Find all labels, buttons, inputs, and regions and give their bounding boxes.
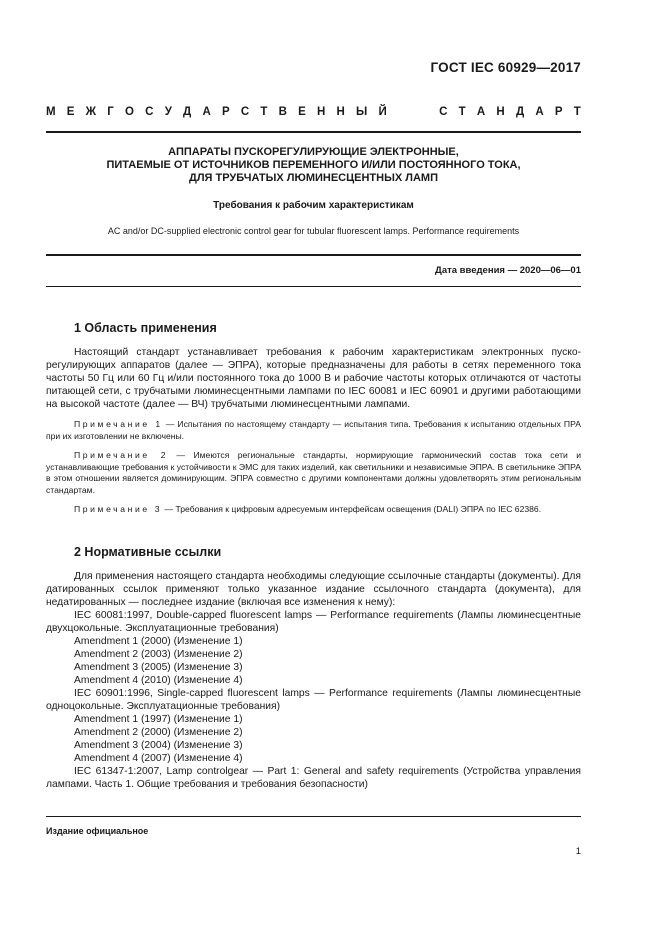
banner-letter: Н: [496, 106, 505, 118]
page-number: 1: [575, 846, 581, 857]
introduction-date: Дата введения — 2020—06—01: [435, 265, 581, 276]
amendment-item: Amendment 3 (2004) (Изменение 3): [74, 740, 243, 751]
title-divider: [46, 254, 581, 256]
amendment-item: Amendment 2 (2003) (Изменение 2): [74, 649, 243, 660]
title-line: АППАРАТЫ ПУСКОРЕГУЛИРУЮЩИЕ ЭЛЕКТРОННЫЕ,: [168, 146, 459, 158]
note-label: Примечание 1: [74, 419, 163, 429]
banner-letter: Т: [458, 106, 466, 118]
section-2-body: [46, 570, 581, 791]
section-1-body: [46, 346, 581, 516]
amendment-item: Amendment 1 (2000) (Изменение 1): [74, 636, 243, 647]
reference-iec-60901: IEC 60901:1996, Single-capped fluorescent lamps — Performance requirements (Лампы люминесцентные одноцокольные. Эксплуатационные требования): [46, 688, 581, 712]
section-2-heading: 2 Нормативные ссылки: [74, 545, 222, 559]
banner-letter: Д: [183, 106, 192, 118]
section-1-heading: 1 Область применения: [74, 321, 217, 335]
amendment-item: Amendment 4 (2010) (Изменение 4): [74, 675, 243, 686]
note-1: [46, 419, 581, 442]
banner-letter: Е: [298, 106, 306, 118]
amendment-item: Amendment 1 (1997) (Изменение 1): [74, 714, 243, 725]
note-text: — Имеются региональные стандарты, нормирующие гармонический состав тока сети и устанавливающие требования к устойчивости к ЭМС для таких изделий, как светильники и независимые ЭПРА. В светильнике ЭПРА в этом отношении является доминирующим. ЭПРА совместно с другими компонентами должны удовлетворять этим региональным стандартам.: [46, 450, 581, 495]
banner-letter: Д: [515, 106, 525, 118]
banner-letter: Ж: [85, 106, 97, 118]
document-title: [46, 146, 581, 185]
amendment-item: Amendment 2 (2000) (Изменение 2): [74, 727, 243, 738]
banner-letter: С: [439, 106, 448, 118]
document-subtitle: Требования к рабочим характеристикам: [213, 200, 414, 211]
banner-letter: А: [202, 106, 211, 118]
banner-letter: Ы: [356, 106, 368, 118]
reference-iec-61347-1: IEC 61347-1:2007, Lamp controlgear — Part 1: General and safety requirements (Устройства управления лампами. Часть 1. Общие требования и требования безопасности): [46, 766, 581, 790]
banner-letter: Р: [554, 106, 563, 118]
banner-letter: Р: [221, 106, 230, 118]
banner-letter: О: [125, 106, 134, 118]
banner-letter: Й: [378, 106, 387, 118]
english-title: AC and/or DC-supplied electronic control gear for tubular fluorescent lamps. Performance requirements: [107, 226, 520, 236]
interstate-standard-banner: [46, 106, 581, 118]
amendment-item: Amendment 3 (2005) (Изменение 3): [74, 662, 243, 673]
banner-letter: Е: [66, 106, 75, 118]
reference-iec-60081: IEC 60081:1997, Double-capped fluorescent lamps — Performance requirements (Лампы люминесцентные двухцокольные. Эксплуатационные требования): [46, 610, 581, 634]
banner-word-gap: [398, 106, 428, 118]
banner-letter: Т: [573, 106, 581, 118]
note-label: Примечание 2: [74, 450, 169, 460]
date-divider: [46, 286, 581, 287]
title-line: ПИТАЕМЫЕ ОТ ИСТОЧНИКОВ ПЕРЕМЕННОГО И/ИЛИ ПОСТОЯННОГО ТОКА,: [106, 159, 521, 171]
document-code: ГОСТ IEC 60929—2017: [430, 60, 581, 75]
scope-paragraph: Настоящий стандарт устанавливает требования к рабочим характеристикам электронных пускорегулирующих аппаратов (далее — ЭПРА), которые предназначены для работы в сетях переменного тока частоты 50 Гц или 60 Гц и/или постоянного тока до 1000 В и рабочие частоты которых отличаются от частоты питающей сети, с трубчатыми люминесцентными лампами по IEC 60081 и IEC 60901 и другими работающими на высокой частоте (далее — ВЧ) трубчатыми люминесцентными лампами.: [46, 347, 581, 410]
footer-divider: [46, 816, 581, 817]
note-text: — Требования к цифровым адресуемым интерфейсам освещения (DALI) ЭПРА по IEC 62386.: [162, 504, 542, 514]
title-line: ДЛЯ ТРУБЧАТЫХ ЛЮМИНЕСЦЕНТНЫХ ЛАМП: [189, 172, 438, 184]
banner-letter: С: [240, 106, 250, 118]
official-edition-label: Издание официальное: [46, 826, 149, 836]
note-3: [46, 504, 581, 516]
banner-letter: А: [476, 106, 486, 118]
banner-letter: Т: [260, 106, 268, 118]
note-label: Примечание 3: [74, 504, 163, 514]
header-divider: [46, 131, 581, 133]
banner-letter: С: [145, 106, 154, 118]
banner-letter: А: [535, 106, 544, 118]
note-text: — Испытания по настоящему стандарту — испытания типа. Требования к испытанию отдельных ПРА при их изготовлении не включены.: [46, 419, 581, 441]
banner-letter: В: [278, 106, 287, 118]
banner-letter: Н: [336, 106, 345, 118]
banner-letter: Г: [107, 106, 114, 118]
banner-letter: М: [46, 106, 56, 118]
references-intro: Для применения настоящего стандарта необходимы следующие ссылочные стандарты (документы). Для датированных ссылок применяют только указанное издание ссылочного стандарта (документа), для недатированных — последнее издание (включая все изменения к нему):: [46, 571, 581, 608]
amendment-item: Amendment 4 (2007) (Изменение 4): [74, 753, 243, 764]
banner-letter: У: [164, 106, 172, 118]
banner-letter: Н: [316, 106, 326, 118]
note-2: [46, 450, 581, 496]
